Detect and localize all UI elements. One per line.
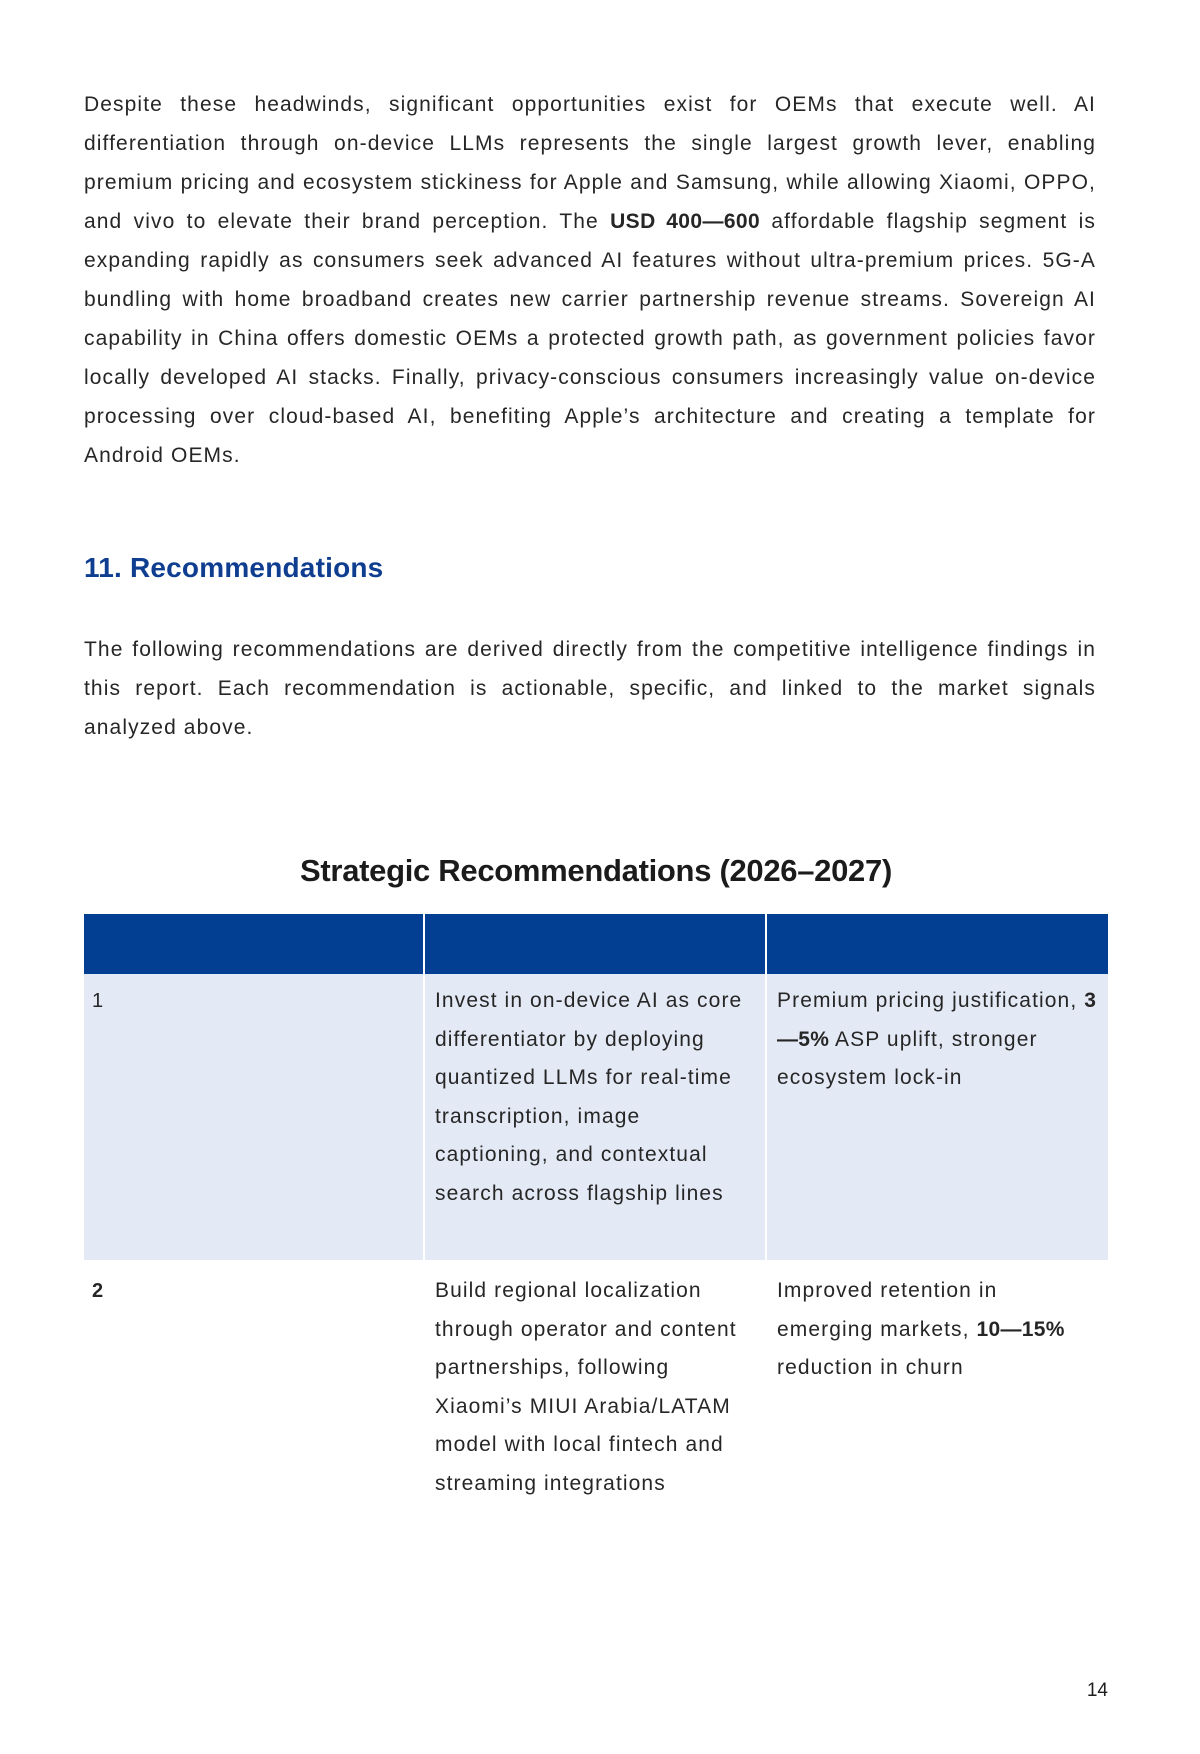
recommendation-cell: Build regional localization through operator and content partnerships, following Xiaomi’s MIUI Arabia/LATAM model with local fintech and streaming integrations xyxy=(424,1260,766,1511)
price-range-highlight: USD 400—600 xyxy=(610,210,761,233)
impact-cell xyxy=(766,974,1108,1260)
impact-highlight: 3—5% xyxy=(777,989,1097,1051)
impact-cell xyxy=(766,1260,1108,1511)
table-header-cell xyxy=(766,914,1108,974)
impact-text: Improved retention in emerging markets, xyxy=(777,1279,998,1341)
table-row xyxy=(84,1260,1108,1511)
recommendations-table xyxy=(84,914,1108,1511)
table-row xyxy=(84,974,1108,1260)
section-heading: 11. Recommendations xyxy=(84,552,384,583)
recommendations-intro-paragraph: The following recommendations are derived directly from the competitive intelligence findings in this report. Each recommendation is actionable, specific, and linked to the market signals analyzed above. xyxy=(84,638,1096,739)
impact-text: reduction in churn xyxy=(777,1356,964,1379)
document-page xyxy=(84,0,1108,1754)
impact-text: Premium pricing justification, xyxy=(777,989,1085,1012)
recommendation-cell: Invest in on-device AI as core differentiator by deploying quantized LLMs for real-time transcription, image captioning, and contextual search across flagship lines xyxy=(424,974,766,1260)
table-header-cell xyxy=(424,914,766,974)
impact-text: ASP uplift, stronger ecosystem lock-in xyxy=(777,1027,1038,1089)
row-number-cell: 1 xyxy=(84,974,424,1260)
table-header-row xyxy=(84,914,1108,974)
table-title: Strategic Recommendations (2026–2027) xyxy=(300,853,892,888)
row-number-cell xyxy=(84,1260,424,1511)
row-number: 2 xyxy=(92,1280,104,1302)
opportunities-paragraph xyxy=(84,85,1096,475)
impact-highlight: 10—15% xyxy=(976,1317,1065,1341)
table-header-cell xyxy=(84,914,424,974)
paragraph-text: affordable flagship segment is expanding rapidly as consumers seek advanced AI features without ultra-premium prices. 5G-A bundling with home broadband creates new carrier partnership revenue streams. Sovereign AI capability in China offers domestic OEMs a protected growth path, as government policies favor locally developed AI stacks. Finally, privacy-conscious consumers increasingly value on-device processing over cloud-based AI, benefiting Apple’s architecture and creating a template for Android OEMs. xyxy=(84,210,1097,467)
paragraph-text: Despite these headwinds, significant opportunities exist for OEMs that execute well. AI differentiation through on-device LLMs represents the single largest growth lever, enabling premium pricing and ecosystem stickiness for Apple and Samsung, while allowing Xiaomi, OPPO, and vivo to elevate their brand perception. The xyxy=(84,93,1096,233)
page-number: 14 xyxy=(1086,1680,1108,1701)
